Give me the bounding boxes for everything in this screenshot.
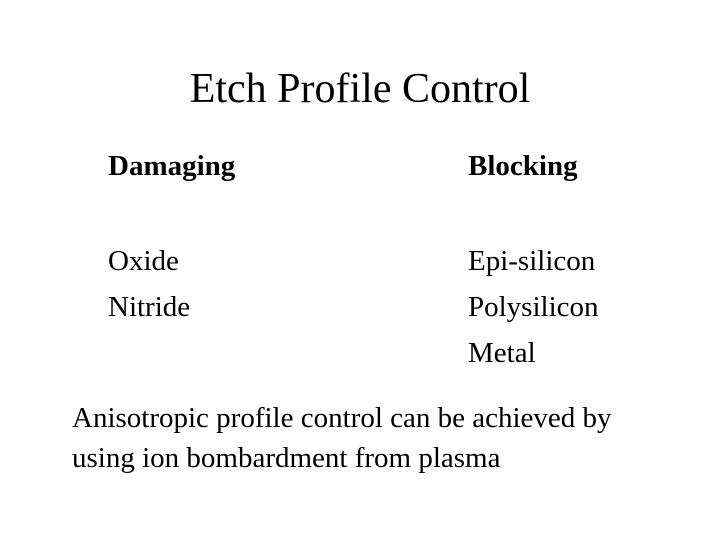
damaging-list: [108, 238, 235, 330]
damaging-header: Damaging: [108, 150, 236, 182]
damaging-column: [108, 146, 235, 330]
blocking-item-polysilicon: Polysilicon: [468, 291, 599, 323]
damaging-item-oxide: Oxide: [108, 245, 179, 277]
slide-title: Etch Profile Control: [189, 66, 531, 112]
summary-note-line2: using ion bombardment from plasma: [72, 442, 501, 474]
blocking-item-epi-silicon: Epi-silicon: [468, 245, 596, 277]
blocking-column: [468, 146, 599, 376]
damaging-item-nitride: Nitride: [108, 291, 191, 323]
summary-note-line1: Anisotropic profile control can be achieved by: [72, 402, 612, 434]
summary-note: [72, 398, 692, 478]
blocking-item-metal: Metal: [468, 337, 536, 369]
blocking-header: Blocking: [468, 150, 578, 182]
blocking-list: [468, 238, 599, 376]
